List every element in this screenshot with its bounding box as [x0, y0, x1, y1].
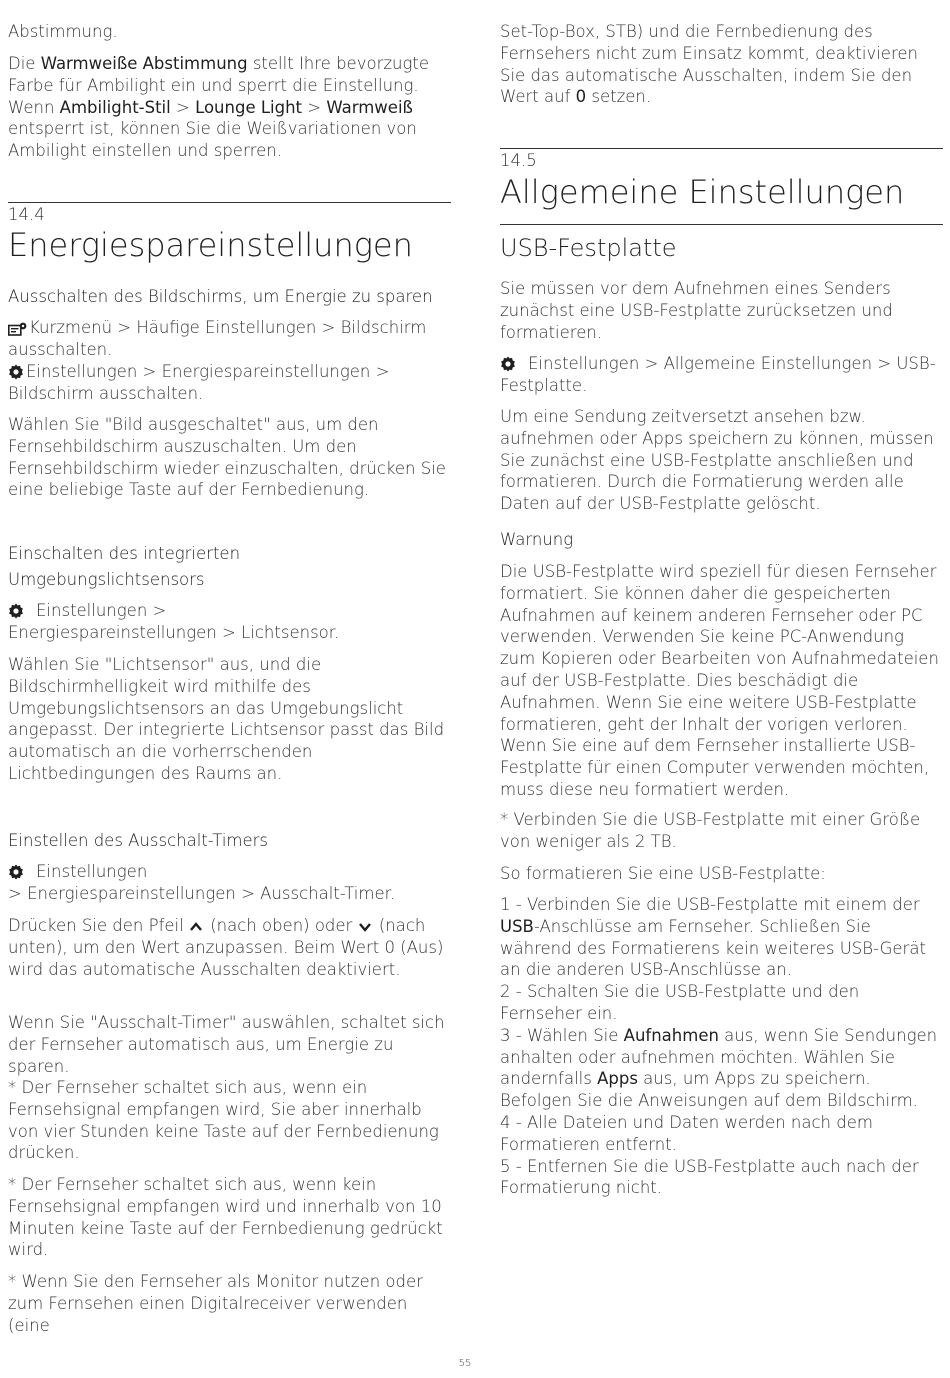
format-steps	[500, 894, 943, 1199]
step-1: 1 - Verbinden Sie die USB-Festplatte mit einem der USB-Anschlüsse am Fernseher. Schließen Sie während des Formatierens kein weiteres USB-Gerät an die anderen USB-Anschlüsse an.	[500, 895, 926, 980]
chevron-up-icon	[189, 920, 203, 934]
timer-body-4: * Wenn Sie den Fernseher als Monitor nutzen oder zum Fernsehen einen Digitalreceiver verwenden (eine	[8, 1272, 423, 1335]
usb-intro: Sie müssen vor dem Aufnehmen eines Senders zunächst eine USB-Festplatte zurücksetzen und formatieren.	[500, 279, 893, 342]
warning-body: Die USB-Festplatte wird speziell für diesen Fernseher formatiert. Sie können daher die gespeicherten Aufnahmen auf keinem anderen Fernseher oder PC verwenden. Verwenden Sie keine PC-Anwendung zum Kopieren oder Bearbeiten von Aufnahmedateien auf der USB-Festplatte. Dies beschädigt die Aufnahmen. Wenn Sie eine weitere USB-Festplatte formatieren, geht der Inhalt der vorigen verloren. Wenn Sie eine auf dem Fernseher installierte USB-Festplatte für einen Computer verwenden möchten, muss diese neu formatiert werden.	[500, 562, 939, 799]
section-title: Energiespareinstellungen	[8, 226, 413, 264]
size-note: * Verbinden Sie die USB-Festplatte mit einer Größe von weniger als 2 TB.	[500, 810, 921, 851]
section-number: 14.4	[8, 205, 45, 224]
light-sensor-body: Wählen Sie "Lichtsensor" aus, und die Bildschirmhelligkeit wird mithilfe des Umgebungslichtsensors an das Umgebungslicht angepasst. Der integrierte Lichtsensor passt das Bild automatisch an die vorherrschenden Lichtbedingungen des Raums an.	[8, 655, 445, 783]
screen-off-path-quick: Kurzmenü > Häufige Einstellungen > Bildschirm ausschalten.	[8, 318, 427, 359]
screen-off-heading: Ausschalten des Bildschirms, um Energie zu sparen	[8, 287, 433, 306]
gear-icon	[8, 603, 24, 619]
warning-heading: Warnung	[500, 530, 574, 549]
chevron-down-icon	[358, 920, 372, 934]
usb-path: Einstellungen > Allgemeine Einstellungen > USB-Festplatte.	[500, 354, 936, 395]
continued-paragraph: Set-Top-Box, STB) und die Fernbedienung des Fernsehers nicht zum Einsatz kommt, deaktivieren Sie das automatische Ausschalten, indem Sie den Wert auf 0 setzen.	[500, 22, 918, 107]
light-sensor-heading-line1: Einschalten des integrierten	[8, 544, 241, 563]
timer-heading: Einstellen des Ausschalt-Timers	[8, 831, 269, 850]
screen-off-path-settings: Einstellungen > Energiespareinstellungen > Bildschirm ausschalten.	[8, 362, 390, 403]
timer-arrows-paragraph: Drücken Sie den Pfeil (nach oben) oder (nach unten), um den Wert anzupassen. Beim Wert 0 (Aus) wird das automatische Ausschalten deaktiviert.	[8, 916, 444, 979]
warm-white-paragraph: Die Warmweiße Abstimmung stellt Ihre bevorzugte Farbe für Ambilight ein und sperrt die Einstellung. Wenn Ambilight-Stil > Lounge Light > Warmweiß entsperrt ist, können Sie die Weißvariationen von Ambilight einstellen und sperren.	[8, 54, 429, 161]
step-5: 5 - Entfernen Sie die USB-Festplatte auch nach der Formatierung nicht.	[500, 1156, 919, 1198]
light-sensor-heading-line2: Umgebungslichtsensors	[8, 570, 205, 589]
section-number: 14.5	[500, 151, 537, 170]
gear-icon	[8, 364, 24, 380]
section-rule	[8, 202, 451, 203]
step-4: 4 - Alle Dateien und Daten werden nach dem Formatieren entfernt.	[500, 1112, 873, 1154]
screen-off-body: Wählen Sie "Bild ausgeschaltet" aus, um den Fernsehbildschirm auszuschalten. Um den Fernsehbildschirm wieder einzuschalten, drücken Sie eine beliebige Taste auf der Fernbedienung.	[8, 415, 446, 500]
section-rule	[500, 148, 943, 149]
howto-heading: So formatieren Sie eine USB-Festplatte:	[500, 864, 826, 883]
quick-menu-icon	[8, 322, 27, 336]
timer-body-2: * Der Fernseher schaltet sich aus, wenn ein Fernsehsignal empfangen wird, Sie aber innerhalb von vier Stunden keine Taste auf der Fernbedienung drücken.	[8, 1078, 439, 1163]
intro-tail: Abstimmung.	[8, 22, 118, 41]
timer-path: Einstellungen > Energiespareinstellungen > Ausschalt-Timer.	[8, 862, 396, 903]
section-title: Allgemeine Einstellungen	[500, 173, 905, 211]
usb-body: Um eine Sendung zeitversetzt ansehen bzw. aufnehmen oder Apps speichern zu können, müssen Sie zunächst eine USB-Festplatte anschließen und formatieren. Durch die Formatierung werden alle Daten auf der USB-Festplatte gelöscht.	[500, 407, 934, 514]
step-2: 2 - Schalten Sie die USB-Festplatte und den Fernseher ein.	[500, 982, 860, 1023]
page-number: 55	[458, 1358, 472, 1369]
gear-icon	[500, 356, 516, 372]
section-title-rule	[500, 224, 943, 225]
step-3: 3 - Wählen Sie Aufnahmen aus, wenn Sie Sendungen anhalten oder aufnehmen möchten. Wählen Sie andernfalls Apps aus, um Apps zu speichern. Befolgen Sie die Anweisungen auf dem Bildschirm.	[500, 1025, 938, 1111]
gear-icon	[8, 864, 24, 880]
usb-title: USB-Festplatte	[500, 234, 677, 262]
timer-body-1: Wenn Sie "Ausschalt-Timer" auswählen, schaltet sich der Fernseher automatisch aus, um Energie zu sparen.	[8, 1013, 445, 1076]
light-sensor-path: Einstellungen > Energiespareinstellungen > Lichtsensor.	[8, 601, 340, 642]
timer-body-3: * Der Fernseher schaltet sich aus, wenn kein Fernsehsignal empfangen wird und innerhalb von 10 Minuten keine Taste auf der Fernbedienung gedrückt wird.	[8, 1175, 443, 1260]
